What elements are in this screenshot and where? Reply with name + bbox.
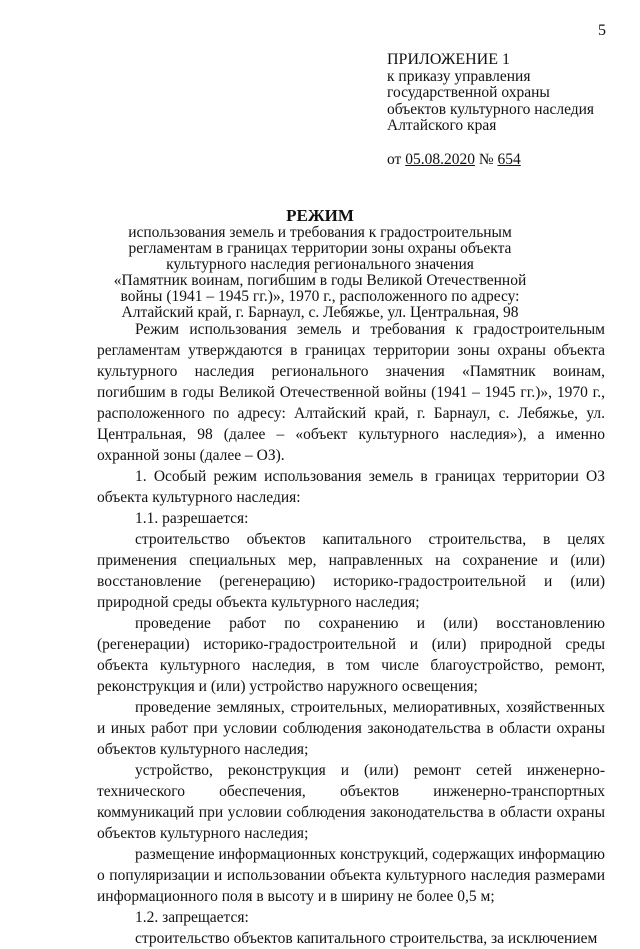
- order-number: 654: [497, 150, 521, 168]
- title-line: войны (1941 – 1945 гг.)», 1970 г., расположенного по адресу:: [120, 288, 520, 305]
- body-paragraph: размещение информационных конструкций, содержащих информацию о популяризации и использовании объекта культурного наследия размерами информационного поля в высоту и в ширину не более 0,5 м;: [97, 846, 605, 905]
- body-paragraph: строительство объектов капитального строительства, в целях применения специальных мер, направленных на сохранение и (или) восстановление (регенерацию) историко-градостроительной и (или) природной среды объекта культурного наследия;: [97, 531, 605, 611]
- document-body: [97, 319, 605, 949]
- annex-line: объектов культурного наследия: [387, 100, 595, 118]
- annex-block: [387, 52, 627, 168]
- annex-line: государственной охраны: [387, 84, 550, 101]
- order-date: 05.08.2020: [405, 150, 475, 168]
- body-paragraph: проведение земляных, строительных, мелиоративных, хозяйственных и иных работ при условии соблюдения законодательства в области охраны объектов культурного наследия;: [97, 699, 605, 758]
- date-prefix: от: [387, 150, 402, 168]
- title-line: «Памятник воинам, погибшим в годы Великой Отечественной: [113, 272, 527, 289]
- annex-date-line: [387, 152, 627, 169]
- page-number: 5: [598, 22, 606, 39]
- title-line: Алтайский край, г. Барнаул, с. Лебяжье, ул. Центральная, 98: [121, 304, 519, 321]
- body-paragraph: строительство объектов капитального строительства, за исключением: [135, 930, 598, 947]
- annex-line: к приказу управления: [387, 67, 531, 85]
- document-title: РЕЖИМ: [286, 206, 354, 225]
- body-paragraph: 1. Особый режим использования земель в границах территории ОЗ объекта культурного наследия:: [97, 468, 605, 506]
- number-sign: №: [478, 150, 494, 168]
- body-paragraph: 1.1. разрешается:: [135, 510, 249, 527]
- body-paragraph: устройство, реконструкция и (или) ремонт сетей инженерно-технического обеспечения, объектов инженерно-транспортных коммуникаций при условии соблюдения законодательства в области охраны объектов культурного наследия;: [97, 762, 605, 842]
- annex-heading: ПРИЛОЖЕНИЕ 1: [387, 51, 511, 68]
- annex-line: Алтайского края: [387, 117, 497, 134]
- title-line: культурного наследия регионального значения: [166, 256, 474, 273]
- body-paragraph: проведение работ по сохранению и (или) восстановлению (регенерации) историко-градостроительной и (или) природной среды объекта культурного наследия, в том числе благоустройство, ремонт, реконструкция и (или) устройство наружного освещения;: [97, 615, 605, 695]
- document-title-block: [110, 208, 530, 321]
- title-line: использования земель и требования к градостроительным: [128, 224, 512, 241]
- body-paragraph: 1.2. запрещается:: [135, 909, 249, 926]
- body-paragraph: Режим использования земель и требования к градостроительным регламентам утверждаются в границах территории зоны охраны объекта культурного наследия регионального значения «Памятник воинам, погибшим в годы Великой Отечественной войны (1941 – 1945 гг.)», 1970 г., расположенного по адресу: Алтайский край, г. Барнаул, с. Лебяжье, ул. Центральная, 98 (далее – «объект культурного наследия»), а именно охранной зоны (далее – ОЗ).: [97, 321, 605, 464]
- title-line: регламентам в границах территории зоны охраны объекта: [128, 240, 512, 257]
